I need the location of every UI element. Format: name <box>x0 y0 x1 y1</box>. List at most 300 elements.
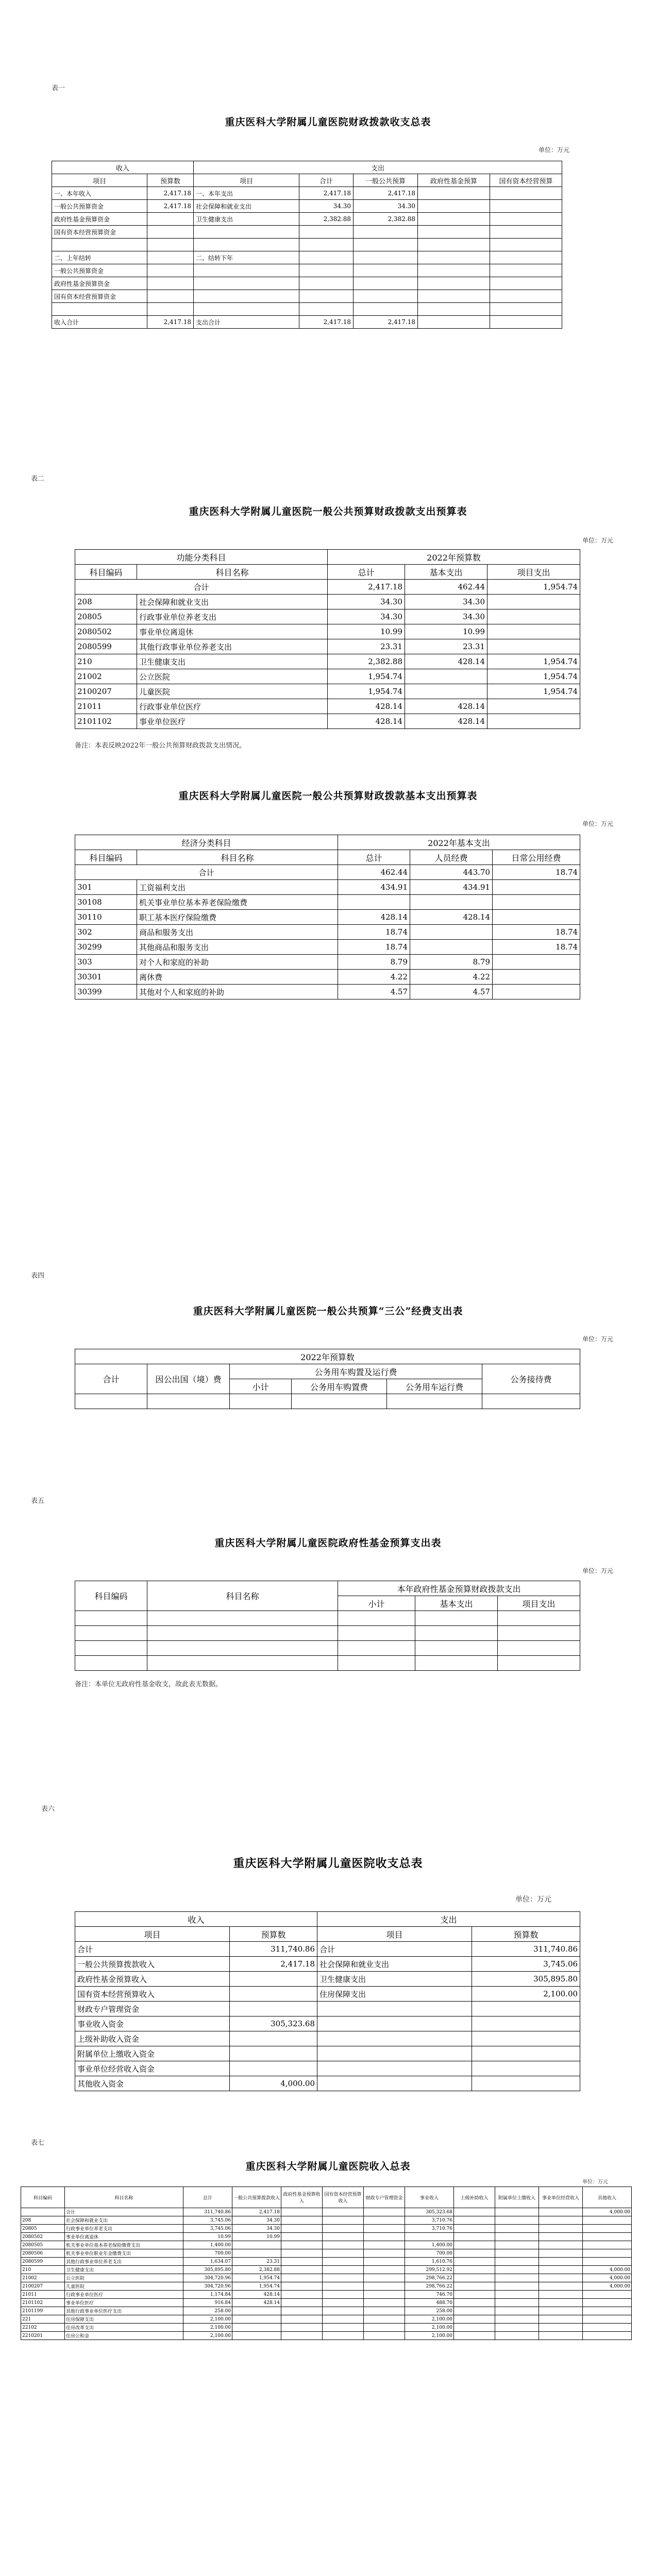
table-cell: 4.57 <box>410 985 493 999</box>
table-cell <box>317 2076 472 2091</box>
table-cell <box>493 970 580 985</box>
table-cell <box>418 187 490 200</box>
table-cell: 事业单位医疗 <box>65 2299 183 2307</box>
table-row <box>21 2299 632 2307</box>
table-cell <box>230 2046 317 2061</box>
table-cell: 21011 <box>75 699 137 714</box>
table-cell: 社会保障和就业支出 <box>137 595 328 609</box>
table-cell <box>194 277 299 290</box>
table-cell <box>490 239 562 251</box>
table-cell: 34.30 <box>328 609 405 624</box>
table-cell <box>364 2233 405 2241</box>
col-general: 一般公共预算 <box>354 174 418 187</box>
col-name: 科目名称 <box>137 850 338 865</box>
table-cell: 2101199 <box>21 2307 65 2315</box>
column-header: 国有资本经营预算收入 <box>323 2187 364 2208</box>
table-cell: 2,417.18 <box>230 1957 317 1972</box>
table-cell <box>323 2249 364 2258</box>
table-cell <box>230 2061 317 2076</box>
table-cell <box>490 251 562 264</box>
table-cell: 4,000.00 <box>583 2208 632 2216</box>
table-cell <box>454 2291 495 2299</box>
table-cell: 2100207 <box>21 2282 65 2291</box>
table-cell <box>583 2315 632 2324</box>
table-cell: 国有资本经营预算资金 <box>52 226 147 239</box>
table-cell <box>364 2291 405 2299</box>
table-cell <box>323 2315 364 2324</box>
basic-expense-table <box>75 835 580 999</box>
table-cell <box>487 699 580 714</box>
col-public: 日常公用经费 <box>493 850 580 865</box>
table-cell <box>405 684 487 699</box>
table-cell: 行政事业单位医疗 <box>137 699 328 714</box>
table-cell <box>454 2324 495 2332</box>
col-abroad: 因公出国（境）费 <box>147 1364 230 1394</box>
table-cell <box>323 2299 364 2307</box>
table-cell: 2,100.00 <box>405 2315 454 2324</box>
table-cell <box>299 277 354 290</box>
table-cell <box>147 213 194 226</box>
table-cell <box>281 2274 323 2282</box>
column-header: 财政专户管理资金 <box>364 2187 405 2208</box>
table-cell <box>490 264 562 277</box>
table-cell <box>454 2299 495 2307</box>
table-cell: 258.00 <box>405 2307 454 2315</box>
table-cell: 3,710.76 <box>405 2225 454 2233</box>
table-cell: 2,417.18 <box>147 316 194 329</box>
table-cell <box>405 2233 454 2241</box>
table-cell: 国有资本经营预算资金 <box>52 290 147 303</box>
table-cell <box>487 714 580 729</box>
table-cell <box>472 2076 580 2091</box>
table-cell: 298,766.22 <box>405 2274 454 2282</box>
table-row <box>75 880 580 895</box>
table-number: 表一 <box>52 84 65 92</box>
table-cell <box>487 595 580 609</box>
table-cell: 社会保障和就业支出 <box>65 2216 183 2225</box>
table-cell <box>354 303 418 316</box>
table-cell <box>281 2282 323 2291</box>
table-cell: 合计 <box>75 1942 230 1957</box>
total-label: 合计 <box>75 580 328 595</box>
table-cell <box>338 1626 415 1641</box>
table-cell <box>194 226 299 239</box>
col-budget: 预算数 <box>230 1927 317 1942</box>
table-row <box>21 2324 632 2332</box>
expense-header: 支出 <box>194 161 562 174</box>
table-cell: 事业收入资金 <box>75 2016 230 2031</box>
table-cell: 1,954.74 <box>487 654 580 669</box>
table-row <box>75 1942 580 1957</box>
table-cell <box>299 239 354 251</box>
table-cell <box>232 2241 281 2249</box>
column-header: 事业单位经营收入 <box>539 2187 583 2208</box>
table-cell <box>323 2291 364 2299</box>
table-cell <box>583 2241 632 2249</box>
table-cell: 其他行政事业单位养老支出 <box>65 2258 183 2266</box>
table-row <box>52 277 562 290</box>
total-project: 1,954.74 <box>487 580 580 595</box>
table-cell: 428.14 <box>405 654 487 669</box>
table-cell <box>454 2315 495 2324</box>
col-state: 国有资本经营预算 <box>490 174 562 187</box>
table-cell: 428.14 <box>405 714 487 729</box>
col-code: 科目编码 <box>75 1581 147 1611</box>
table-cell: 2,100.00 <box>183 2315 232 2324</box>
table-cell <box>454 2282 495 2291</box>
col-total: 小计 <box>338 1596 415 1611</box>
table-row <box>75 985 580 999</box>
table-cell <box>281 2233 323 2241</box>
table-cell: 428.14 <box>410 910 493 925</box>
table-cell <box>487 624 580 639</box>
table-row <box>21 2307 632 2315</box>
table-number: 表七 <box>31 2139 45 2147</box>
table-cell <box>147 1626 338 1641</box>
table-cell <box>410 940 493 955</box>
table-cell: 23.31 <box>328 639 405 654</box>
page-title: 重庆医科大学附属儿童医院一般公共预算“三公”经费支出表 <box>193 1306 463 1317</box>
table-cell <box>299 303 354 316</box>
table-cell: 卫生健康支出 <box>137 654 328 669</box>
table-cell <box>232 2249 281 2258</box>
page-title: 重庆医科大学附属儿童医院财政拨款收支总表 <box>225 116 431 128</box>
table-cell: 1,610.76 <box>405 2258 454 2266</box>
table-cell: 2,417.18 <box>147 200 194 213</box>
income-total-table <box>21 2187 632 2340</box>
table-row <box>75 2061 580 2076</box>
table-cell: 10.99 <box>183 2233 232 2241</box>
table-cell: 30301 <box>75 970 137 985</box>
table-cell <box>147 1656 338 1671</box>
table-cell <box>232 2315 281 2324</box>
table-cell: 258.00 <box>183 2307 232 2315</box>
table-cell: 34.30 <box>232 2216 281 2225</box>
table-number: 表二 <box>31 475 45 483</box>
income-header: 收入 <box>75 1912 317 1927</box>
table-cell: 18.74 <box>493 925 580 940</box>
table-cell <box>232 2324 281 2332</box>
col-code: 科目编码 <box>75 565 137 580</box>
table-cell <box>232 2307 281 2315</box>
table-row <box>52 316 562 329</box>
table-cell <box>323 2233 364 2241</box>
table-cell: 3,745.06 <box>472 1957 580 1972</box>
table-cell <box>495 2324 539 2332</box>
page-title: 重庆医科大学附属儿童医院收入总表 <box>245 2161 411 2172</box>
table-cell <box>539 2282 583 2291</box>
table-cell: 30110 <box>75 910 137 925</box>
table-cell: 210 <box>21 2266 65 2274</box>
three-public-table <box>75 1349 580 1409</box>
table-cell: 2080599 <box>21 2258 65 2266</box>
table-cell: 4.22 <box>338 970 410 985</box>
table-row <box>52 264 562 277</box>
income-expense-table <box>75 1911 580 2091</box>
table-cell: 其他行政事业单位养老支出 <box>137 639 328 654</box>
table-cell: 住房保障支出 <box>317 1987 472 2002</box>
table-cell <box>147 277 194 290</box>
table-cell <box>387 1394 482 1409</box>
table-cell <box>147 290 194 303</box>
table-cell: 社会保障和就业支出 <box>317 1957 472 1972</box>
table-cell <box>454 2258 495 2266</box>
col-name: 科目名称 <box>147 1581 338 1611</box>
year-header: 2022年预算数 <box>328 550 580 565</box>
table-row <box>21 2233 632 2241</box>
table-cell: 305,323.68 <box>405 2208 454 2216</box>
table-cell <box>364 2225 405 2233</box>
table-cell: 1,400.00 <box>183 2241 232 2249</box>
table-cell: 儿童医院 <box>65 2282 183 2291</box>
table-cell <box>495 2216 539 2225</box>
table-cell: 二、上年结转 <box>52 251 147 264</box>
table-cell: 208 <box>21 2216 65 2225</box>
table-cell <box>281 2324 323 2332</box>
gov-fund-table <box>75 1581 580 1671</box>
table-cell: 30299 <box>75 940 137 955</box>
table-cell <box>232 2332 281 2340</box>
table-cell: 302 <box>75 925 137 940</box>
table-cell <box>418 200 490 213</box>
total-row <box>75 865 580 880</box>
table-cell <box>418 316 490 329</box>
table-row <box>52 187 562 200</box>
table-cell <box>194 264 299 277</box>
table-cell <box>495 2315 539 2324</box>
table-row <box>52 239 562 251</box>
table-cell <box>539 2324 583 2332</box>
table-cell <box>498 1626 580 1641</box>
table-cell: 2080506 <box>21 2249 65 2258</box>
total-value: 462.44 <box>338 865 410 880</box>
table-cell: 1,954.74 <box>328 684 405 699</box>
table-cell <box>418 213 490 226</box>
table-cell: 428.14 <box>328 699 405 714</box>
table-cell <box>364 2241 405 2249</box>
page-title: 重庆医科大学附属儿童医院一般公共预算财政拨款基本支出预算表 <box>178 790 478 802</box>
table-cell: 1,954.74 <box>232 2274 281 2282</box>
table-cell: 工资福利支出 <box>137 880 338 895</box>
table-row <box>52 226 562 239</box>
table-cell <box>75 1656 147 1671</box>
table-cell <box>418 264 490 277</box>
table-cell <box>418 239 490 251</box>
total-person: 443.70 <box>410 865 493 880</box>
table-cell: 支出合计 <box>194 316 299 329</box>
table-number: 表四 <box>31 1272 45 1280</box>
table-cell <box>230 2031 317 2046</box>
table-cell: 收入合计 <box>52 316 147 329</box>
table-cell <box>495 2241 539 2249</box>
table-cell: 428.14 <box>232 2299 281 2307</box>
table-cell <box>147 226 194 239</box>
table-cell <box>317 2061 472 2076</box>
total-label: 合计 <box>75 865 338 880</box>
table-row <box>75 699 580 714</box>
table-cell: 对个人和家庭的补助 <box>137 955 338 970</box>
table-cell <box>539 2332 583 2340</box>
table-cell <box>147 303 194 316</box>
table-cell <box>364 2332 405 2340</box>
table-cell: 21011 <box>21 2291 65 2299</box>
table-row <box>75 639 580 654</box>
table-cell: 4,000.00 <box>583 2274 632 2282</box>
table-cell: 住房公积金 <box>65 2332 183 2340</box>
table-row <box>21 2274 632 2282</box>
table-cell: 事业单位经营收入资金 <box>75 2061 230 2076</box>
table-cell <box>415 1656 498 1671</box>
table-cell <box>354 251 418 264</box>
col-person: 人员经费 <box>410 850 493 865</box>
column-header: 事业收入 <box>405 2187 454 2208</box>
column-header: 政府性基金预算收入 <box>281 2187 323 2208</box>
table-cell <box>405 669 487 684</box>
table-cell <box>230 1394 292 1409</box>
table-cell <box>317 2046 472 2061</box>
table-cell <box>490 187 562 200</box>
table-cell <box>539 2216 583 2225</box>
table-cell <box>539 2299 583 2307</box>
table-row <box>21 2282 632 2291</box>
table-row <box>75 895 580 910</box>
table-cell <box>539 2274 583 2282</box>
table-cell <box>495 2291 539 2299</box>
table-cell <box>364 2307 405 2315</box>
table-cell: 311,740.86 <box>230 1942 317 1957</box>
table-cell <box>147 264 194 277</box>
table-row <box>21 2208 632 2216</box>
table-cell: 303 <box>75 955 137 970</box>
table-cell <box>539 2208 583 2216</box>
table-cell <box>454 2274 495 2282</box>
table-row <box>21 2225 632 2233</box>
table-cell <box>147 1394 230 1409</box>
table-cell <box>539 2233 583 2241</box>
table-row <box>75 925 580 940</box>
table-cell <box>323 2332 364 2340</box>
table-cell <box>583 2324 632 2332</box>
table-cell <box>194 290 299 303</box>
table-cell: 34.30 <box>299 200 354 213</box>
table-cell: 3,710.76 <box>405 2216 454 2225</box>
table-row <box>75 910 580 925</box>
table-cell <box>323 2225 364 2233</box>
table-row <box>21 2266 632 2274</box>
table-cell <box>75 1611 147 1626</box>
table-cell: 428.14 <box>338 910 410 925</box>
table-cell <box>281 2315 323 2324</box>
total-row <box>75 580 580 595</box>
table-cell <box>194 303 299 316</box>
table-cell: 1,954.74 <box>232 2282 281 2291</box>
table-cell <box>323 2307 364 2315</box>
table-row <box>75 2076 580 2091</box>
table-cell <box>583 2332 632 2340</box>
table-cell: 30108 <box>75 895 137 910</box>
table-cell <box>498 1656 580 1671</box>
table-cell <box>323 2216 364 2225</box>
table-cell <box>493 895 580 910</box>
table-cell <box>338 1641 415 1656</box>
table-cell: 210 <box>75 654 137 669</box>
table-cell <box>583 2258 632 2266</box>
table-cell <box>281 2249 323 2258</box>
table-cell <box>498 1611 580 1626</box>
table-cell: 4.22 <box>410 970 493 985</box>
table-cell: 700.00 <box>405 2249 454 2258</box>
table-cell <box>323 2241 364 2249</box>
col-item2: 项目 <box>194 174 299 187</box>
table-cell: 1,634.07 <box>183 2258 232 2266</box>
table-row <box>75 1641 580 1656</box>
table-cell <box>498 1641 580 1656</box>
table-cell <box>487 639 580 654</box>
table-row <box>75 669 580 684</box>
table-cell: 卫生健康支出 <box>317 1972 472 1987</box>
table-cell: 34.30 <box>232 2225 281 2233</box>
table-cell: 434.91 <box>410 880 493 895</box>
table-cell <box>364 2208 405 2216</box>
table-cell: 2,417.18 <box>147 187 194 200</box>
total-basic: 462.44 <box>405 580 487 595</box>
table-cell <box>364 2274 405 2282</box>
table-cell: 附属单位上缴收入资金 <box>75 2046 230 2061</box>
unit-label: 单位：万元 <box>582 820 614 827</box>
table-row <box>75 955 580 970</box>
table-cell <box>472 2061 580 2076</box>
col-budget2: 预算数 <box>472 1927 580 1942</box>
table-row <box>21 2315 632 2324</box>
table-cell <box>472 2046 580 2061</box>
table-cell: 住房改革支出 <box>65 2324 183 2332</box>
table-cell: 2,417.18 <box>299 187 354 200</box>
table-row <box>75 714 580 729</box>
table-cell <box>354 277 418 290</box>
table-cell: 2080599 <box>75 639 137 654</box>
col-buy: 公务用车购置费 <box>292 1379 387 1394</box>
table-row <box>21 2332 632 2340</box>
table-cell: 一般公共预算资金 <box>52 200 147 213</box>
table-cell: 1,954.74 <box>487 684 580 699</box>
table-cell: 30399 <box>75 985 137 999</box>
table-number: 表六 <box>41 1805 55 1813</box>
table-cell: 311,740.86 <box>472 1942 580 1957</box>
table-cell <box>472 2016 580 2031</box>
table-cell <box>454 2332 495 2340</box>
col-sub: 小计 <box>230 1379 292 1394</box>
table-cell <box>75 1641 147 1656</box>
table-cell: 34.30 <box>354 200 418 213</box>
table-cell <box>583 2291 632 2299</box>
table-cell: 21002 <box>75 669 137 684</box>
table-cell: 434.91 <box>338 880 410 895</box>
table-cell: 一、本年收入 <box>52 187 147 200</box>
table-cell: 20805 <box>75 609 137 624</box>
table-cell <box>299 290 354 303</box>
table-cell <box>539 2225 583 2233</box>
col-code: 科目编码 <box>75 850 137 865</box>
table-cell: 政府性基金预算资金 <box>52 213 147 226</box>
table-number: 表五 <box>31 1497 45 1505</box>
table-cell: 1,954.74 <box>328 669 405 684</box>
fiscal-summary-table <box>52 161 562 329</box>
col-basic: 基本支出 <box>415 1596 498 1611</box>
table-cell <box>354 290 418 303</box>
table-cell <box>323 2208 364 2216</box>
table-cell: 700.00 <box>183 2249 232 2258</box>
table-cell <box>364 2258 405 2266</box>
